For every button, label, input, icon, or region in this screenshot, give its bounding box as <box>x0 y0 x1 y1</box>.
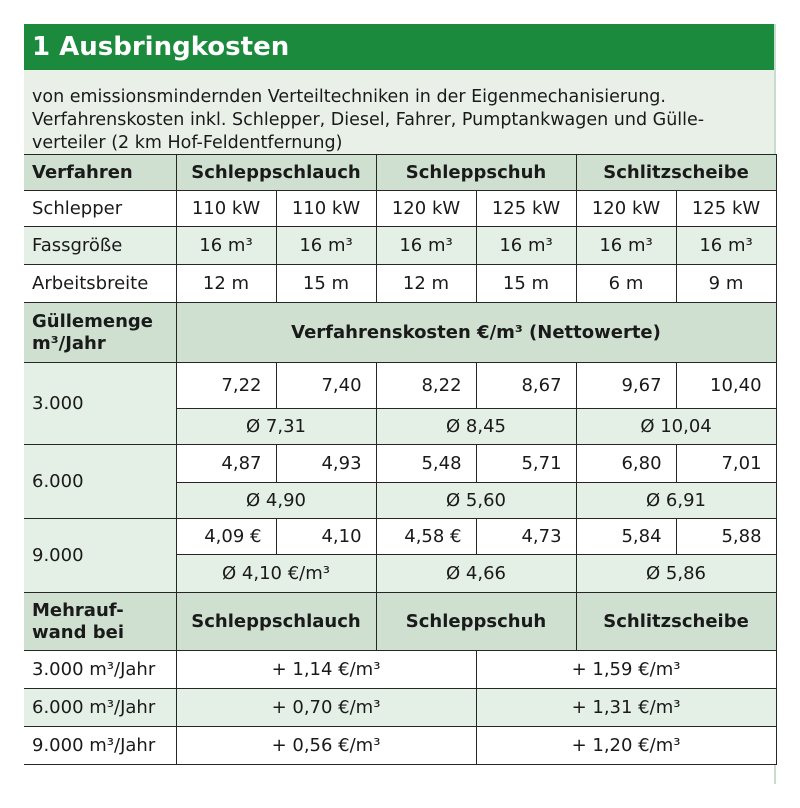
cost-average: Ø 4,10 €/m³ <box>176 555 376 593</box>
intro-line: von emissionsmindernden Verteiltechniken in der Eigenmechanisierung. <box>32 87 666 107</box>
extra-cell-right: + 1,20 €/m³ <box>476 727 776 765</box>
header-schleppschlauch: Schleppschlauch <box>176 155 376 191</box>
cost-average: Ø 6,91 <box>576 483 776 519</box>
spec-cell: 125 kW <box>676 191 776 227</box>
cost-cell: 5,84 <box>576 519 676 555</box>
cost-cell: 4,09 € <box>176 519 276 555</box>
cost-row-label: 9.000 <box>24 519 176 593</box>
cost-cell: 10,40 <box>676 363 776 409</box>
extra-header-schleppschlauch: Schleppschlauch <box>176 593 376 651</box>
spec-cell: 110 kW <box>276 191 376 227</box>
extra-cell-left: + 0,70 €/m³ <box>176 689 476 727</box>
cost-header-label <box>24 303 176 363</box>
spec-label-fassgroesse: Fassgröße <box>24 227 176 265</box>
intro-line: Verfahrenskosten inkl. Schlepper, Diesel, Fahrer, Pumptankwagen und Gülle- <box>32 110 705 130</box>
extra-header-label-line: Mehrauf- <box>32 599 124 621</box>
cost-cell: 9,67 <box>576 363 676 409</box>
extra-cell-right: + 1,31 €/m³ <box>476 689 776 727</box>
cost-cell: 7,01 <box>676 445 776 483</box>
cost-row-label: 6.000 <box>24 445 176 519</box>
cost-cell: 4,73 <box>476 519 576 555</box>
header-verfahren: Verfahren <box>24 155 176 191</box>
spec-cell: 16 m³ <box>276 227 376 265</box>
extra-header-label-line: wand bei <box>32 621 125 643</box>
extra-header-schlitzscheibe: Schlitzscheibe <box>576 593 776 651</box>
spec-cell: 16 m³ <box>576 227 676 265</box>
spec-cell: 16 m³ <box>676 227 776 265</box>
cost-average: Ø 4,90 <box>176 483 376 519</box>
cost-average: Ø 8,45 <box>376 409 576 445</box>
header-schleppschuh: Schleppschuh <box>376 155 576 191</box>
spec-cell: 16 m³ <box>476 227 576 265</box>
spec-label-schlepper: Schlepper <box>24 191 176 227</box>
cost-header-label-line: Güllemenge <box>32 310 154 332</box>
spec-cell: 15 m <box>476 265 576 303</box>
cost-average: Ø 7,31 <box>176 409 376 445</box>
header-schlitzscheibe: Schlitzscheibe <box>576 155 776 191</box>
cost-cell: 4,10 <box>276 519 376 555</box>
cost-header-title: Verfahrenskosten €/m³ (Nettowerte) <box>176 303 776 363</box>
cost-header-label-line: m³/Jahr <box>32 332 106 354</box>
spec-cell: 12 m <box>176 265 276 303</box>
cost-cell: 6,80 <box>576 445 676 483</box>
spec-cell: 110 kW <box>176 191 276 227</box>
cost-average: Ø 5,60 <box>376 483 576 519</box>
spec-cell: 120 kW <box>376 191 476 227</box>
cost-cell: 4,93 <box>276 445 376 483</box>
cost-cell: 8,67 <box>476 363 576 409</box>
card-title: 1 Ausbringkosten <box>24 24 774 70</box>
extra-cell-left: + 1,14 €/m³ <box>176 651 476 689</box>
spec-cell: 6 m <box>576 265 676 303</box>
cost-cell: 4,87 <box>176 445 276 483</box>
cost-cell: 5,71 <box>476 445 576 483</box>
extra-row-label: 9.000 m³/Jahr <box>24 727 176 765</box>
intro-text <box>24 70 774 154</box>
intro-line: verteiler (2 km Hof-Feldentfernung) <box>32 133 343 153</box>
cost-table-card <box>24 24 776 784</box>
cost-cell: 8,22 <box>376 363 476 409</box>
extra-cell-right: + 1,59 €/m³ <box>476 651 776 689</box>
spec-cell: 9 m <box>676 265 776 303</box>
cost-table <box>24 154 777 765</box>
extra-header-label <box>24 593 176 651</box>
spec-cell: 12 m <box>376 265 476 303</box>
spec-label-arbeitsbreite: Arbeitsbreite <box>24 265 176 303</box>
extra-cell-left: + 0,56 €/m³ <box>176 727 476 765</box>
extra-header-schleppschuh: Schleppschuh <box>376 593 576 651</box>
cost-cell: 4,58 € <box>376 519 476 555</box>
cost-average: Ø 10,04 <box>576 409 776 445</box>
extra-row-label: 6.000 m³/Jahr <box>24 689 176 727</box>
cost-row-label: 3.000 <box>24 363 176 445</box>
cost-average: Ø 4,66 <box>376 555 576 593</box>
spec-cell: 15 m <box>276 265 376 303</box>
spec-cell: 125 kW <box>476 191 576 227</box>
spec-cell: 16 m³ <box>376 227 476 265</box>
spec-cell: 16 m³ <box>176 227 276 265</box>
cost-cell: 5,88 <box>676 519 776 555</box>
cost-cell: 7,40 <box>276 363 376 409</box>
cost-average: Ø 5,86 <box>576 555 776 593</box>
spec-cell: 120 kW <box>576 191 676 227</box>
extra-row-label: 3.000 m³/Jahr <box>24 651 176 689</box>
cost-cell: 7,22 <box>176 363 276 409</box>
cost-cell: 5,48 <box>376 445 476 483</box>
